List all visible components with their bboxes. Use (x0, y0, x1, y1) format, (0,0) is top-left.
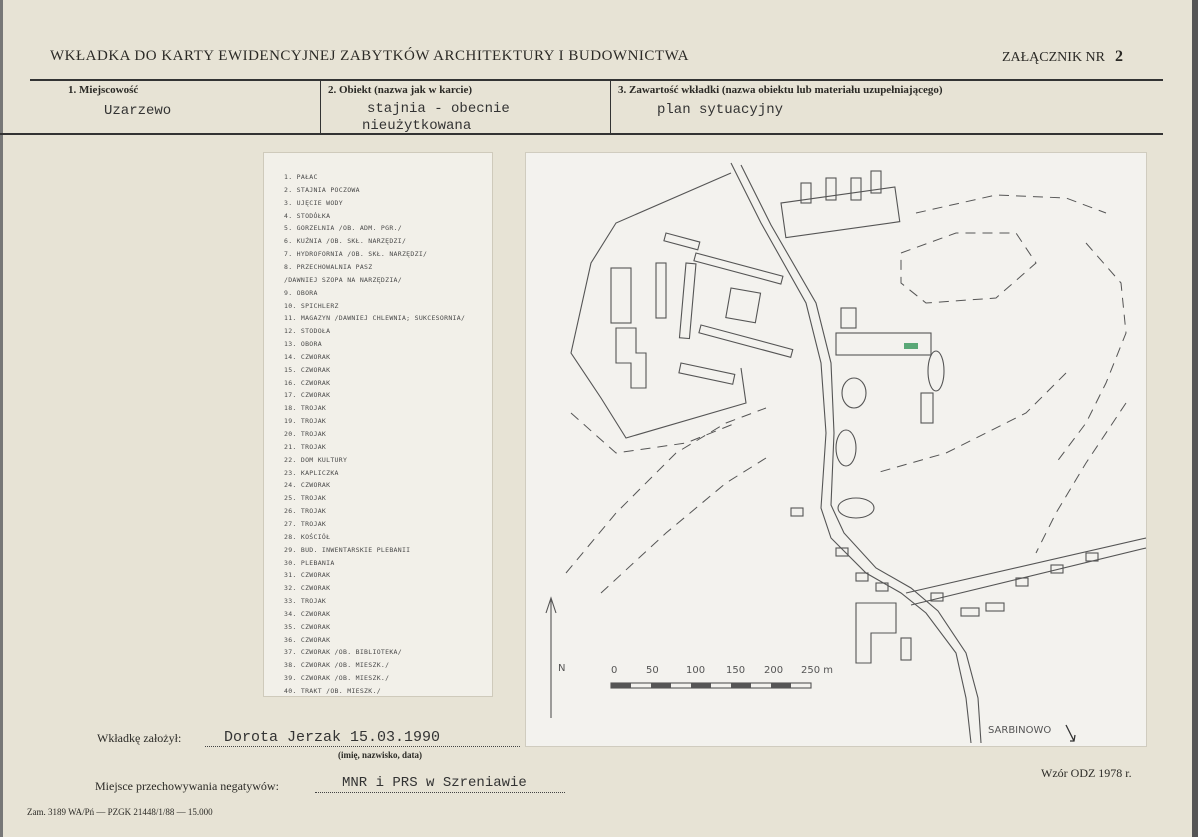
founder-label: Wkładkę założył: (97, 731, 182, 745)
storage-value: MNR i PRS w Szreniawie (342, 775, 527, 791)
north-arrow (546, 598, 556, 718)
annex-label: ZAŁĄCZNIK NR (1001, 50, 1105, 65)
legend-item: 28. KOŚCIÓŁ (284, 532, 331, 541)
scale-tick: 100 (686, 665, 706, 676)
legend-item: 39. CZWORAK /OB. MIESZK./ (284, 674, 390, 683)
legend-item: 5. GORZELNIA /OB. ADM. PGR./ (284, 224, 402, 233)
contour-1 (916, 195, 1106, 213)
scale-tick: 150 (726, 665, 746, 676)
legend-item: 11. MAGAZYN /DAWNIEJ CHLEWNIA; SUKCESORNIA/ (284, 314, 466, 323)
header-rule-top (30, 79, 1163, 81)
content-value: plan sytuacyjny (657, 102, 784, 118)
north-label: N (558, 663, 566, 674)
legend-item: 33. TROJAK (284, 597, 327, 606)
direction-label: SARBINOWO (988, 725, 1052, 736)
document-title: WKŁADKA DO KARTY EWIDENCYJNEJ ZABYTKÓW ARCHITEKTURY I BUDOWNICTWA (50, 48, 689, 64)
direction-arrow-icon (1066, 725, 1075, 741)
founder-line (205, 746, 520, 747)
header-rule-bottom (0, 133, 1163, 135)
legend-item: 37. CZWORAK /OB. BIBLIOTEKA/ (284, 648, 402, 657)
legend-item: 10. SPICHLERZ (284, 301, 339, 310)
estate-boundary (571, 173, 746, 438)
legend-item: 19. TROJAK (284, 417, 327, 426)
print-info: Zam. 3189 WA/Pń — PZGK 21448/1/88 — 15.000 (27, 807, 213, 817)
scale-tick: 200 (764, 665, 784, 676)
legend-item: 4. STODÓŁKA (284, 211, 331, 220)
legend-item: 36. CZWORAK (284, 635, 331, 644)
legend-sheet (263, 152, 493, 697)
legend-item: 21. TROJAK (284, 442, 327, 451)
legend-item: 40. TRAKT /OB. MIESZK./ (284, 687, 381, 695)
storage-line (315, 792, 565, 793)
scan-edge-right (1192, 0, 1198, 837)
legend-item: 2. STAJNIA POCZOWA (284, 185, 360, 194)
legend-item: 29. BUD. INWENTARSKIE PLEBANII (284, 545, 411, 554)
legend-item: 7. HYDROFORNIA /OB. SKŁ. NARZĘDZI/ (284, 250, 428, 259)
content-label: 3. Zawartość wkładki (nazwa obiektu lub materiału uzupełniającego) (618, 84, 943, 96)
founder-hint: (imię, nazwisko, data) (338, 750, 422, 760)
legend-item: 35. CZWORAK (284, 622, 331, 631)
legend-item: 38. CZWORAK /OB. MIESZK./ (284, 661, 390, 670)
legend-item: 16. CZWORAK (284, 378, 331, 387)
scale-tick: 250 m (801, 665, 834, 676)
main-road-left-edge (731, 163, 971, 743)
scan-edge-left (0, 0, 3, 837)
site-plan-drawing (526, 153, 1146, 746)
legend-item: 23. KAPLICZKA (284, 468, 339, 477)
legend-item: 34. CZWORAK (284, 609, 331, 618)
object-value-line1: stajnia - obecnie (367, 101, 510, 117)
legend-item: 24. CZWORAK (284, 481, 331, 490)
storage-label: Miejsce przechowywania negatywów: (95, 779, 279, 793)
annex-number (1002, 48, 1123, 66)
legend-item: 1. PAŁAC (284, 173, 318, 181)
legend-item: 26. TROJAK (284, 507, 327, 516)
legend-item: 8. PRZECHOWALNIA PASZ (284, 262, 373, 271)
legend-item: 6. KUŹNIA /OB. SKŁ. NARZĘDZI/ (284, 237, 407, 246)
legend-item: 20. TROJAK (284, 430, 327, 438)
founder-value: Dorota Jerzak 15.03.1990 (224, 729, 441, 746)
legend-item: 17. CZWORAK (284, 391, 331, 400)
site-plan-sheet (525, 152, 1147, 747)
legend-item: 27. TROJAK (284, 519, 327, 528)
object-value-line2: nieużytkowana (362, 118, 472, 134)
legend-item: 3. UJĘCIE WODY (284, 198, 343, 207)
form-model: Wzór ODZ 1978 r. (1041, 766, 1132, 780)
legend-item: 30. PLEBANIA (284, 558, 335, 567)
legend-item: 18. TROJAK (284, 404, 327, 413)
legend-item: 12. STODOŁA (284, 327, 331, 336)
legend-item: 31. CZWORAK (284, 571, 331, 580)
legend-item: 15. CZWORAK (284, 365, 331, 374)
place-label: 1. Miejscowość (68, 84, 139, 96)
legend-item: 32. CZWORAK (284, 584, 331, 593)
place-value: Uzarzewo (104, 103, 172, 119)
scale-tick: 0 (611, 665, 618, 676)
object-label: 2. Obiekt (nazwa jak w karcie) (328, 84, 473, 96)
east-road (906, 538, 1146, 593)
legend-item: 22. DOM KULTURY (284, 455, 348, 464)
annex-value: 2 (1115, 48, 1123, 65)
scale-tick: 50 (646, 665, 659, 676)
field-divider-1 (320, 80, 321, 134)
legend-item: /DAWNIEJ SZOPA NA NARZĘDZIA/ (284, 275, 402, 284)
legend-item: 13. OBORA (284, 340, 322, 349)
field-divider-2 (610, 80, 611, 134)
legend-item: 25. TROJAK (284, 494, 327, 503)
legend-item: 14. CZWORAK (284, 352, 331, 361)
legend-item: 9. OBORA (284, 288, 318, 297)
